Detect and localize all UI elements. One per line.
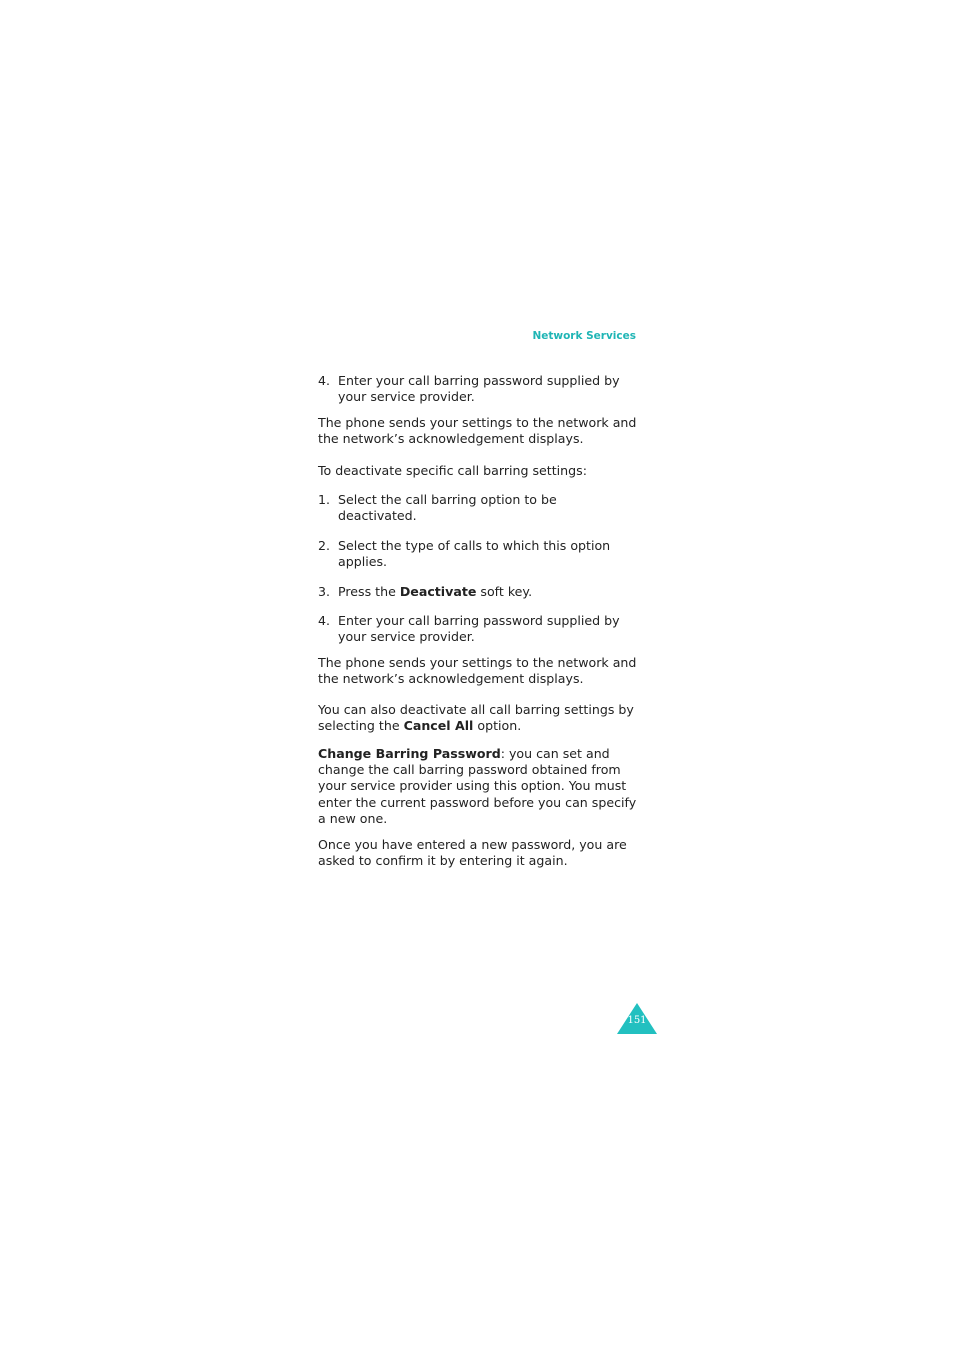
step-number: 2. xyxy=(318,537,331,553)
step-number: 1. xyxy=(318,492,331,508)
cancel-all-suffix: option. xyxy=(473,718,522,734)
cancel-all-label: Cancel All xyxy=(403,718,474,734)
confirm-paragraph: Once you have entered a new password, you are asked to confirm it by entering it again. xyxy=(318,836,627,868)
section-header: Network Services xyxy=(532,330,636,342)
step-note: The phone sends your settings to the network and the network’s acknowledgement displays. xyxy=(318,654,637,687)
step-text-prefix: Press the xyxy=(338,583,400,599)
list-item xyxy=(318,613,638,646)
cancel-all-paragraph xyxy=(318,702,638,735)
step-text: Enter your call barring password supplied by your service provider. xyxy=(338,373,620,405)
cancel-all-prefix: You can also deactivate all call barring settings by selecting the xyxy=(318,701,634,734)
step-note: The phone sends your settings to the network and the network’s acknowledgement displays. xyxy=(318,414,637,447)
change-password-label: Change Barring Password xyxy=(318,745,501,761)
deactivate-key-label: Deactivate xyxy=(399,583,477,599)
step-number: 4. xyxy=(318,613,331,629)
change-password-paragraph xyxy=(318,746,638,828)
step-number: 4. xyxy=(318,373,331,388)
step-text: Select the type of calls to which this option applies. xyxy=(338,537,611,570)
step-text xyxy=(338,584,638,600)
page-number: 151 xyxy=(627,1015,647,1026)
list-item xyxy=(318,492,638,525)
change-password-text: : you can set and change the call barring password obtained from your service provider using this option. You must enter the current password before you can specify a new one. xyxy=(318,745,637,827)
list-item xyxy=(318,584,638,600)
list-item xyxy=(318,538,638,571)
step-number: 3. xyxy=(318,583,331,599)
list-item xyxy=(318,373,638,406)
deactivate-intro: To deactivate specific call barring settings: xyxy=(318,462,587,478)
step-text: Enter your call barring password supplied by your service provider. xyxy=(338,613,620,645)
step-text: Select the call barring option to be deactivated. xyxy=(338,492,557,524)
page-content xyxy=(318,373,638,869)
step-text-suffix: soft key. xyxy=(476,583,533,599)
